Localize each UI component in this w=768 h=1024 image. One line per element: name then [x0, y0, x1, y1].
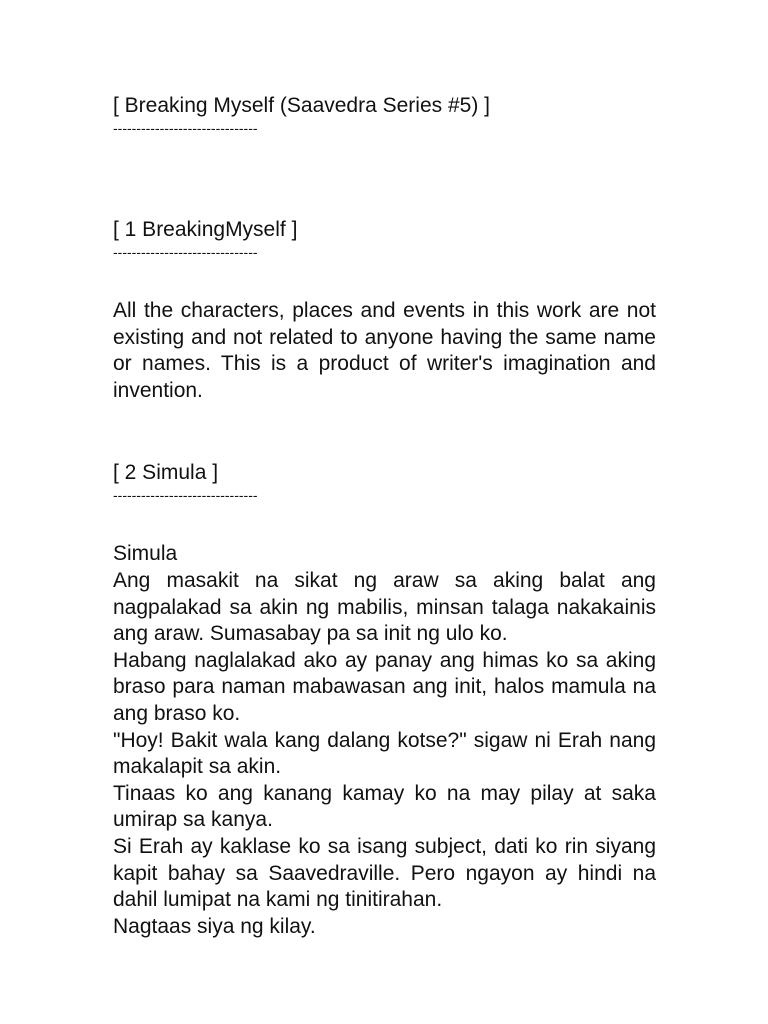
- document-page: [113, 92, 656, 940]
- disclaimer-paragraph: All the characters, places and events in this work are not existing and not related to anyone having the same name or names. This is a product of writer's imagination and invention.: [113, 299, 656, 402]
- body-paragraph: Ang masakit na sikat ng araw sa aking balat ang nagpalakad sa akin ng mabilis, minsan talaga nakakainis ang araw. Sumasabay pa sa init ng ulo ko.: [113, 568, 656, 646]
- chapter-body: [113, 541, 656, 940]
- body-paragraph: Nagtaas siya ng kilay.: [113, 914, 316, 938]
- body-paragraph: "Hoy! Bakit wala kang dalang kotse?" sigaw ni Erah nang makalapit sa akin.: [113, 728, 656, 779]
- book-title-heading: [ Breaking Myself (Saavedra Series #5) ]: [113, 94, 490, 117]
- separator-rule: -------------------------------: [113, 245, 258, 259]
- part-2-heading: [ 2 Simula ]: [113, 461, 219, 485]
- separator-rule: -------------------------------: [113, 121, 258, 135]
- chapter-title: Simula: [113, 542, 178, 566]
- separator-rule: -------------------------------: [113, 488, 258, 503]
- part-1-heading: [ 1 BreakingMyself ]: [113, 218, 298, 241]
- body-paragraph: Tinaas ko ang kanang kamay ko na may pilay at saka umirap sa kanya.: [113, 781, 656, 832]
- body-paragraph: Habang naglalakad ako ay panay ang himas ko sa aking braso para naman mabawasan ang init, halos mamula na ang braso ko.: [113, 648, 656, 725]
- body-paragraph: Si Erah ay kaklase ko sa isang subject, dati ko rin siyang kapit bahay sa Saavedraville. Pero ngayon ay hindi na dahil lumipat na kami ng tinitirahan.: [113, 834, 656, 912]
